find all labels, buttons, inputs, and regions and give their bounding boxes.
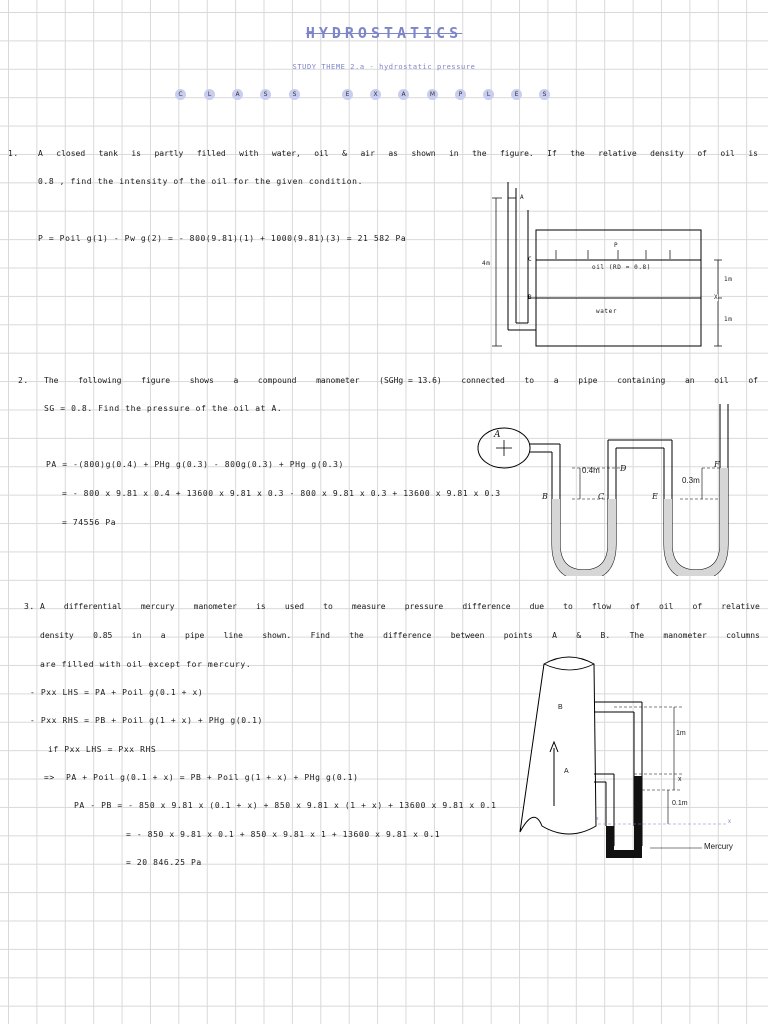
word: figure. [499, 149, 534, 158]
banner-letter: L [204, 89, 215, 100]
word: is [131, 149, 141, 158]
q2-eq1: PA = -(800)g(0.4) + PHg g(0.3) - 800g(0.3) + PHg g(0.3) [46, 460, 344, 469]
q1-oil-label: oil (RD = 0.8) [592, 264, 651, 271]
q3-work-7: = 20 846.25 Pa [126, 858, 202, 867]
q1-answer: P = Poil g(1) - Pw g(2) = - 800(9.81)(1) + 1000(9.81)(3) = 21 582 Pa [38, 234, 407, 243]
word: manometer [193, 602, 237, 611]
q3-work-4: PA + Poil g(0.1 + x) = PB + Poil g(1 + x) + PHg g(0.1) [66, 773, 359, 782]
q2-label-d: D [620, 464, 627, 473]
q3-label-a: A [564, 768, 569, 775]
banner-letter: S [260, 89, 271, 100]
banner-letter: X [370, 89, 381, 100]
word: manometer [316, 376, 360, 385]
banner-letter: P [455, 89, 466, 100]
word: in [131, 631, 142, 640]
q3-line1 [40, 602, 760, 611]
word: air [360, 149, 375, 158]
word: Find [310, 631, 330, 640]
word: differential [63, 602, 122, 611]
q2-label-e: E [652, 492, 658, 501]
q1-water-label: water [596, 308, 618, 315]
word: oil [720, 149, 735, 158]
banner-letter: A [398, 89, 409, 100]
word: manometer [663, 631, 707, 640]
word: line [223, 631, 243, 640]
q3-work-6: = - 850 x 9.81 x 0.1 + 850 x 9.81 x 1 + 13600 x 9.81 x 0.1 [126, 830, 441, 839]
q2-label-b: B [542, 492, 548, 501]
banner-letter: S [289, 89, 300, 100]
q1-dim-right-bottom: 1m [724, 316, 733, 323]
word: A [40, 602, 45, 611]
word: density [650, 149, 684, 158]
word: partly [154, 149, 184, 158]
q3-line3: are filled with oil except for mercury. [40, 660, 252, 669]
word: relative [598, 149, 637, 158]
page-subtitle: STUDY THEME 2.a - hydrostatic pressure [292, 63, 476, 71]
word: to [524, 376, 535, 385]
banner-letter: C [175, 89, 186, 100]
word: closed [56, 149, 86, 158]
word: The [44, 376, 59, 385]
word: difference [462, 602, 511, 611]
q3-work-4-arrow: => [44, 773, 55, 782]
q1-label-a: A [520, 194, 525, 201]
q3-label-small-x: x [596, 816, 599, 822]
q2-label-a: A [494, 430, 501, 440]
q3-dim-2: 0.1m [672, 800, 688, 807]
q3-line2 [40, 631, 760, 640]
word: (SGHg = 13.6) [379, 376, 442, 385]
banner-letter: S [539, 89, 550, 100]
q2-eq2: = - 800 x 9.81 x 0.4 + 13600 x 9.81 x 0.3 - 800 x 9.81 x 0.3 + 13600 x 9.81 x 0.3 [62, 489, 501, 498]
banner-letter: L [483, 89, 494, 100]
word: B. [600, 631, 611, 640]
word: oil [658, 602, 674, 611]
word: shown. [262, 631, 292, 640]
word: shown [411, 149, 436, 158]
q2-figure [476, 404, 738, 576]
word: & [576, 631, 582, 640]
word: If [547, 149, 557, 158]
word: pipe [578, 376, 598, 385]
word: in [448, 149, 459, 158]
q3-figure [514, 656, 754, 862]
word: density [40, 631, 74, 640]
q3-work-1: - Pxx LHS = PA + Poil g(0.1 + x) [30, 688, 204, 697]
page-title: HYDROSTATICS [305, 24, 463, 42]
word: a [233, 376, 239, 385]
word: following [78, 376, 122, 385]
banner-letter: E [511, 89, 522, 100]
word: containing [617, 376, 666, 385]
banner-letter: A [232, 89, 243, 100]
word: A [552, 631, 557, 640]
word: to [563, 602, 573, 611]
word: a [553, 376, 559, 385]
word: tank [98, 149, 118, 158]
word: a [160, 631, 166, 640]
word: of [692, 602, 703, 611]
q1-line2: 0.8 , find the intensity of the oil for the given condition. [38, 177, 363, 186]
word: figure [141, 376, 171, 385]
word: pressure [404, 602, 444, 611]
q1-line1 [38, 149, 758, 158]
q1-label-b: B [528, 294, 533, 301]
word: the [349, 631, 364, 640]
q1-figure [478, 180, 748, 350]
word: 0.85 [93, 631, 113, 640]
word: used [284, 602, 305, 611]
compound-manometer-diagram [476, 404, 738, 576]
word: measure [351, 602, 386, 611]
word: due [529, 602, 545, 611]
word: is [256, 602, 266, 611]
q2-dim-2: 0.3m [682, 476, 700, 485]
q3-label-small-x2: x [728, 819, 731, 825]
q2-line1 [44, 376, 758, 385]
word: oil [714, 376, 729, 385]
q2-number: 2. [18, 376, 29, 385]
q2-label-c: C [598, 492, 605, 501]
word: pipe [185, 631, 205, 640]
banner-letter: E [342, 89, 353, 100]
word: of [630, 602, 640, 611]
word: the [472, 149, 487, 158]
word: filled [196, 149, 226, 158]
q3-work-3: if Pxx LHS = Pxx RHS [48, 745, 157, 754]
q1-dim-mid: X [714, 294, 719, 301]
word: The [629, 631, 645, 640]
word: of [748, 376, 758, 385]
word: between [450, 631, 485, 640]
q3-number: 3. [24, 602, 35, 611]
word: of [697, 149, 707, 158]
word: to [323, 602, 333, 611]
differential-manometer-diagram [514, 656, 754, 862]
q1-number: 1. [8, 149, 19, 158]
word: relative [721, 602, 760, 611]
word: difference [383, 631, 432, 640]
word: & [342, 149, 347, 158]
q1-dim-right-top: 1m [724, 276, 733, 283]
q1-label-c: C [528, 256, 533, 263]
word: water, [271, 149, 301, 158]
q3-dim-x: x [678, 776, 682, 783]
word: flow [591, 602, 612, 611]
q2-eq3: = 74556 Pa [62, 518, 117, 527]
q3-label-b: B [558, 704, 563, 711]
q1-dim-left: 4m [482, 260, 491, 267]
q3-work-5: PA - PB = - 850 x 9.81 x (0.1 + x) + 850 x 9.81 x (1 + x) + 13600 x 9.81 x 0.1 [74, 801, 497, 810]
word: oil [314, 149, 329, 158]
word: connected [461, 376, 505, 385]
word: the [570, 149, 585, 158]
q1-label-p: P [614, 242, 619, 249]
word: is [748, 149, 758, 158]
word: as [388, 149, 398, 158]
word: an [684, 376, 695, 385]
word: mercury [140, 602, 175, 611]
word: compound [257, 376, 297, 385]
q3-dim-1: 1m [676, 730, 686, 737]
word: points [503, 631, 533, 640]
q2-dim-1: 0.4m [582, 466, 600, 475]
q2-label-f: F [714, 460, 720, 469]
word: with [239, 149, 259, 158]
word: A [38, 149, 43, 158]
q3-label-mercury: Mercury [704, 842, 733, 851]
q2-line2: SG = 0.8. Find the pressure of the oil at A. [44, 404, 283, 413]
word: shows [189, 376, 214, 385]
banner-letter: M [427, 89, 438, 100]
q3-work-2: - Pxx RHS = PB + Poil g(1 + x) + PHg g(0.1) [30, 716, 263, 725]
word: columns [726, 631, 760, 640]
